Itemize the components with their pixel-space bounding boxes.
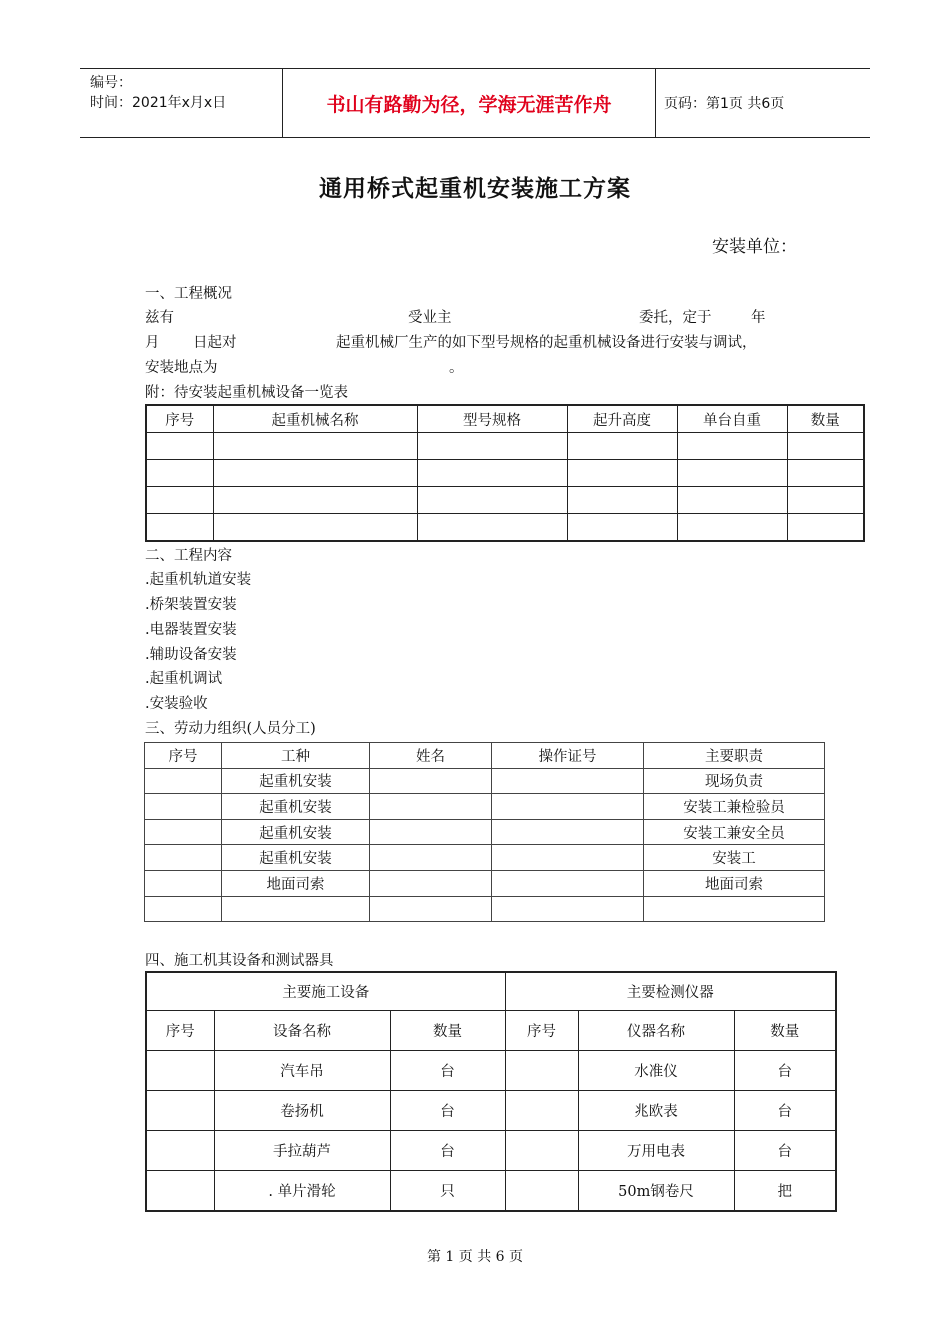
table-cell <box>567 487 677 514</box>
column-header: 起重机械名称 <box>213 405 417 433</box>
table-row <box>145 794 825 820</box>
table-header-row <box>146 405 864 433</box>
job-type: 起重机安装 <box>222 819 370 845</box>
instrument-unit: 台 <box>734 1051 836 1091</box>
table-cell <box>417 433 567 460</box>
section1-line1-b: 受业主 <box>408 310 452 326</box>
job-type: 起重机安装 <box>222 768 370 794</box>
equipment-name: 卷扬机 <box>214 1091 390 1131</box>
equipment-unit: 台 <box>390 1091 505 1131</box>
time-label: 时间：2021年x月x日 <box>90 95 227 111</box>
column-header: 起升高度 <box>567 405 677 433</box>
job-type: 地面司索 <box>222 870 370 896</box>
table-cell <box>677 460 787 487</box>
section1-heading: 一、工程概况 <box>145 286 232 302</box>
page-footer: 第 1 页 共 6 页 <box>426 1249 524 1265</box>
column-header: 数量 <box>734 1011 836 1051</box>
work-item: .起重机轨道安装 <box>145 572 252 588</box>
table-cell <box>677 433 787 460</box>
job-type <box>222 896 370 922</box>
attachment-caption: 附：待安装起重机械设备一览表 <box>145 385 348 401</box>
table-cell <box>567 460 677 487</box>
job-type: 起重机安装 <box>222 794 370 820</box>
column-header: 单台自重 <box>677 405 787 433</box>
table-cell <box>417 460 567 487</box>
table-cell <box>787 460 864 487</box>
table-cell <box>213 514 417 542</box>
equipment-name: 汽车吊 <box>214 1051 390 1091</box>
duty: 安装工兼检验员 <box>644 794 825 820</box>
equipment-unit: 台 <box>390 1051 505 1091</box>
column-header: 工种 <box>222 743 370 769</box>
table-cell <box>146 460 213 487</box>
section1-line2-c: 起重机械厂生产的如下型号规格的起重机械设备进行安装与调试， <box>336 335 757 351</box>
table-cell <box>677 487 787 514</box>
document-title: 通用桥式起重机安装施工方案 <box>319 175 631 202</box>
equipment-name: . 单片滑轮 <box>214 1171 390 1212</box>
page-header <box>80 68 870 138</box>
equipment-name: 手拉葫芦 <box>214 1131 390 1171</box>
work-item: .桥架装置安装 <box>145 597 237 613</box>
header-meta <box>90 73 226 113</box>
table-row <box>146 1051 836 1091</box>
table-cell <box>567 514 677 542</box>
table-cell <box>213 433 417 460</box>
install-unit-label: 安装单位： <box>712 237 797 257</box>
instrument-name: 兆欧表 <box>578 1091 734 1131</box>
table-cell <box>213 487 417 514</box>
duty: 安装工 <box>644 845 825 871</box>
instrument-name: 50m钢卷尺 <box>578 1171 734 1212</box>
section2-heading: 二、工程内容 <box>145 548 232 564</box>
instrument-unit: 把 <box>734 1171 836 1212</box>
section1-line1-d: 年 <box>751 310 766 326</box>
page-label: 页码：第1页 共6页 <box>664 96 785 112</box>
work-item: .辅助设备安装 <box>145 647 237 663</box>
duty <box>644 896 825 922</box>
table-row <box>145 819 825 845</box>
column-header: 设备名称 <box>214 1011 390 1051</box>
table-row <box>146 487 864 514</box>
work-item: .起重机调试 <box>145 671 223 687</box>
section4-heading: 四、施工机其设备和测试器具 <box>145 953 334 969</box>
table-row <box>146 460 864 487</box>
column-header: 仪器名称 <box>578 1011 734 1051</box>
column-header: 型号规格 <box>417 405 567 433</box>
table-header-row <box>146 1011 836 1051</box>
table-row <box>145 896 825 922</box>
instrument-name: 万用电表 <box>578 1131 734 1171</box>
group-header-equipment: 主要施工设备 <box>146 972 505 1011</box>
section1-line2-a: 月 <box>145 335 160 351</box>
table-row <box>145 768 825 794</box>
table-group-row <box>146 972 836 1011</box>
table-cell <box>787 514 864 542</box>
table-cell <box>787 487 864 514</box>
section1-line1-c: 委托，定于 <box>639 310 712 326</box>
number-label: 编号： <box>90 75 132 91</box>
table-row <box>146 1131 836 1171</box>
column-header: 姓名 <box>370 743 492 769</box>
duty: 地面司索 <box>644 870 825 896</box>
column-header: 序号 <box>145 743 222 769</box>
group-header-instruments: 主要检测仪器 <box>505 972 836 1011</box>
duty: 现场负责 <box>644 768 825 794</box>
table-header-row <box>145 743 825 769</box>
table-row <box>145 870 825 896</box>
section1-line3-a: 安装地点为 <box>145 360 218 376</box>
table-cell <box>787 433 864 460</box>
section1-line1-a: 兹有 <box>145 310 174 326</box>
table-row <box>146 1171 836 1212</box>
table-row <box>146 433 864 460</box>
equipment-unit: 台 <box>390 1131 505 1171</box>
table-cell <box>213 460 417 487</box>
tools-table <box>145 971 837 1212</box>
table-cell <box>417 487 567 514</box>
section3-heading: 三、劳动力组织(人员分工) <box>145 721 316 737</box>
table-row <box>145 845 825 871</box>
table-cell <box>567 433 677 460</box>
section1-line3-b: 。 <box>449 360 464 376</box>
section1-line2-b: 日起对 <box>193 335 237 351</box>
table-cell <box>417 514 567 542</box>
table-cell <box>146 487 213 514</box>
equipment-unit: 只 <box>390 1171 505 1212</box>
duty: 安装工兼安全员 <box>644 819 825 845</box>
table-row <box>146 514 864 542</box>
column-header: 序号 <box>146 1011 214 1051</box>
table-row <box>146 1091 836 1131</box>
column-header: 操作证号 <box>492 743 644 769</box>
column-header: 数量 <box>787 405 864 433</box>
instrument-unit: 台 <box>734 1131 836 1171</box>
column-header: 数量 <box>390 1011 505 1051</box>
column-header: 序号 <box>146 405 213 433</box>
column-header: 序号 <box>505 1011 578 1051</box>
table-cell <box>146 514 213 542</box>
labor-table <box>144 742 825 922</box>
work-item: .安装验收 <box>145 696 208 712</box>
work-item: .电器装置安装 <box>145 622 237 638</box>
table-cell <box>146 433 213 460</box>
column-header: 主要职责 <box>644 743 825 769</box>
instrument-unit: 台 <box>734 1091 836 1131</box>
job-type: 起重机安装 <box>222 845 370 871</box>
instrument-name: 水准仪 <box>578 1051 734 1091</box>
equipment-table <box>145 404 865 542</box>
motto: 书山有路勤为径，学海无涯苦作舟 <box>282 69 656 137</box>
table-cell <box>677 514 787 542</box>
